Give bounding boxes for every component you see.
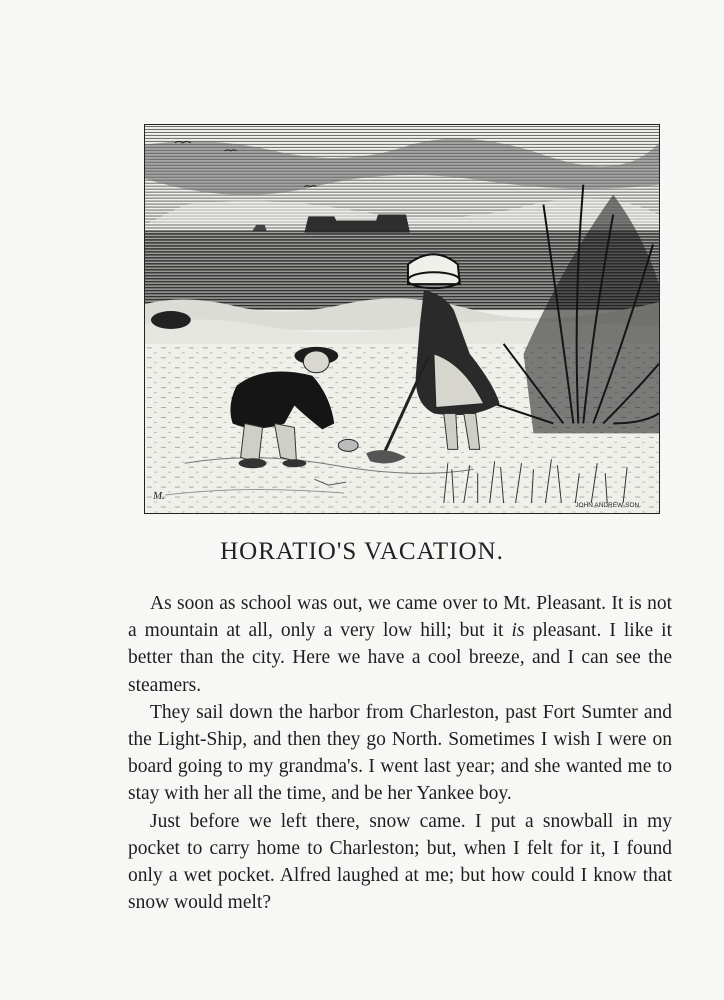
paragraph-3: Just before we left there, snow came. I put a snowball in my pocket to carry home to Charleston; but, when I felt for it, I found only a wet pocket. Alfred laughed at me; but how could I know that snow would melt? [128, 810, 672, 914]
story-title: HORATIO'S VACATION. [220, 538, 504, 565]
engraver-credit: JOHN ANDREW-SON. [575, 502, 642, 510]
artist-signature: M. [152, 490, 165, 503]
story-body [128, 590, 672, 916]
emphasis-is: is [511, 620, 525, 642]
engraving-illustration [144, 124, 660, 514]
paragraph-2: They sail down the harbor from Charleston, past Fort Sumter and the Light-Ship, and then they go North. Sometimes I wish I were on board going to my grandma's. I went last year; and she wanted me to stay with her all the time, and be her Yankee boy. [128, 701, 672, 805]
paragraph-1: As soon as school was out, we came over to Mt. Pleasant. It is not a mountain at all, only a very low hill; but it is pleasant. I like it better than the city. Here we have a cool breeze, and I can see the steamers. [128, 593, 672, 696]
